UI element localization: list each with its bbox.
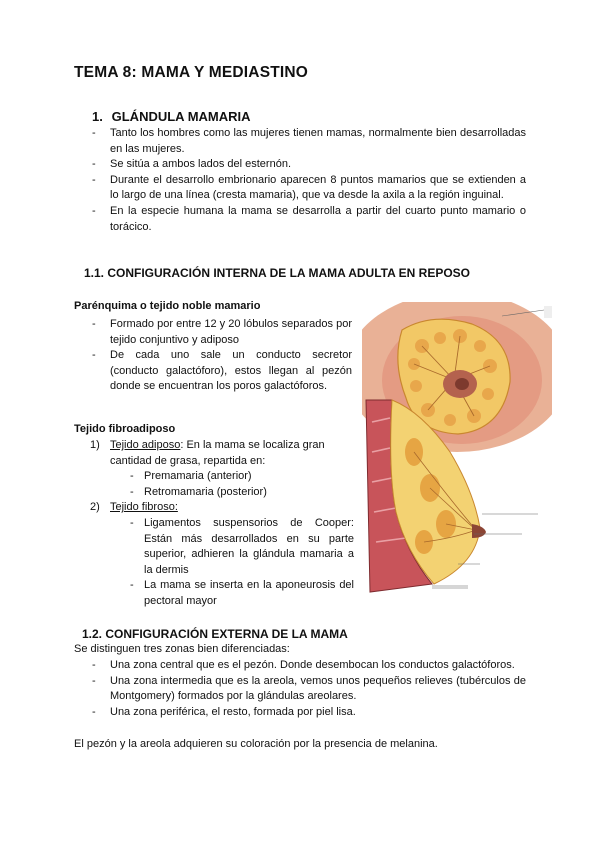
section-1-1-heading: 1.1. CONFIGURACIÓN INTERNA DE LA MAMA ADULTA EN REPOSO: [84, 266, 471, 280]
list-item: - Una zona intermedia que es la areola, vemos unos pequeños relieves (tubérculos de Montgomery) formados por la glándulas areolares.: [90, 674, 526, 705]
sub-item: - La mama se inserta en la aponeurosis del pectoral mayor: [110, 578, 354, 609]
page-title: TEMA 8: MAMA Y MEDIASTINO: [74, 64, 309, 81]
list-item: [88, 500, 354, 609]
fibroadiposo-heading: Tejido fibroadiposo: [74, 423, 176, 435]
item-number: 2): [90, 501, 100, 514]
list-item: - Una zona central que es el pezón. Donde desembocan los conductos galactóforos.: [90, 658, 526, 674]
fibroadiposo-list: [88, 438, 354, 610]
sub-item: - Premamaria (anterior): [110, 469, 354, 485]
sub-item: - Retromamaria (posterior): [110, 485, 354, 501]
list-item: - Una zona periférica, el resto, formada por piel lisa.: [90, 705, 526, 721]
item-term: Tejido fibroso:: [110, 501, 178, 514]
section-1-list: [90, 126, 526, 235]
list-item: - Se sitúa a ambos lados del esternón.: [90, 157, 526, 173]
section-1-2-list: [90, 658, 526, 720]
item-text: : En la mama se localiza gran cantidad de grasa, repartida en:: [110, 439, 325, 467]
section-1-2-heading: 1.2. CONFIGURACIÓN EXTERNA DE LA MAMA: [82, 627, 348, 641]
item-term: Tejido adiposo: [110, 439, 181, 451]
item-number: 1): [90, 439, 100, 451]
section-1-heading: [92, 109, 251, 124]
parenquima-list: [90, 317, 352, 395]
list-item: - De cada uno sale un conducto secretor (conducto galactóforo), estos llegan al pezón donde se encuentran los poros galactóforos.: [90, 348, 352, 395]
section-1-title: GLÁNDULA MAMARIA: [111, 109, 251, 124]
list-item: - Tanto los hombres como las mujeres tienen mamas, normalmente bien desarrolladas en las mujeres.: [90, 126, 526, 157]
section-1-2-closing: El pezón y la areola adquieren su coloración por la presencia de melanina.: [74, 738, 438, 750]
list-item: [88, 438, 354, 500]
breast-anatomy-illustration-icon: [362, 302, 552, 598]
parenquima-heading: Parénquima o tejido noble mamario: [74, 300, 261, 312]
sub-list: [110, 469, 354, 500]
section-1-number: 1.: [92, 109, 103, 124]
list-item: - Durante el desarrollo embrionario aparecen 8 puntos mamarios que se extienden a lo largo de una línea (cresta mamaria), que va desde la axila a la región inguinal.: [90, 173, 526, 204]
sub-item: - Ligamentos suspensorios de Cooper: Están más desarrollados en su parte superior, adhieren la glándula mamaria a la dermis: [110, 516, 354, 578]
sub-list: [110, 516, 354, 610]
section-1-2-intro: Se distinguen tres zonas bien diferenciadas:: [74, 643, 290, 655]
list-item: - En la especie humana la mama se desarrolla a partir del cuarto punto mamario o torácico.: [90, 204, 526, 235]
list-item: - Formado por entre 12 y 20 lóbulos separados por tejido conjuntivo y adiposo: [90, 317, 352, 348]
